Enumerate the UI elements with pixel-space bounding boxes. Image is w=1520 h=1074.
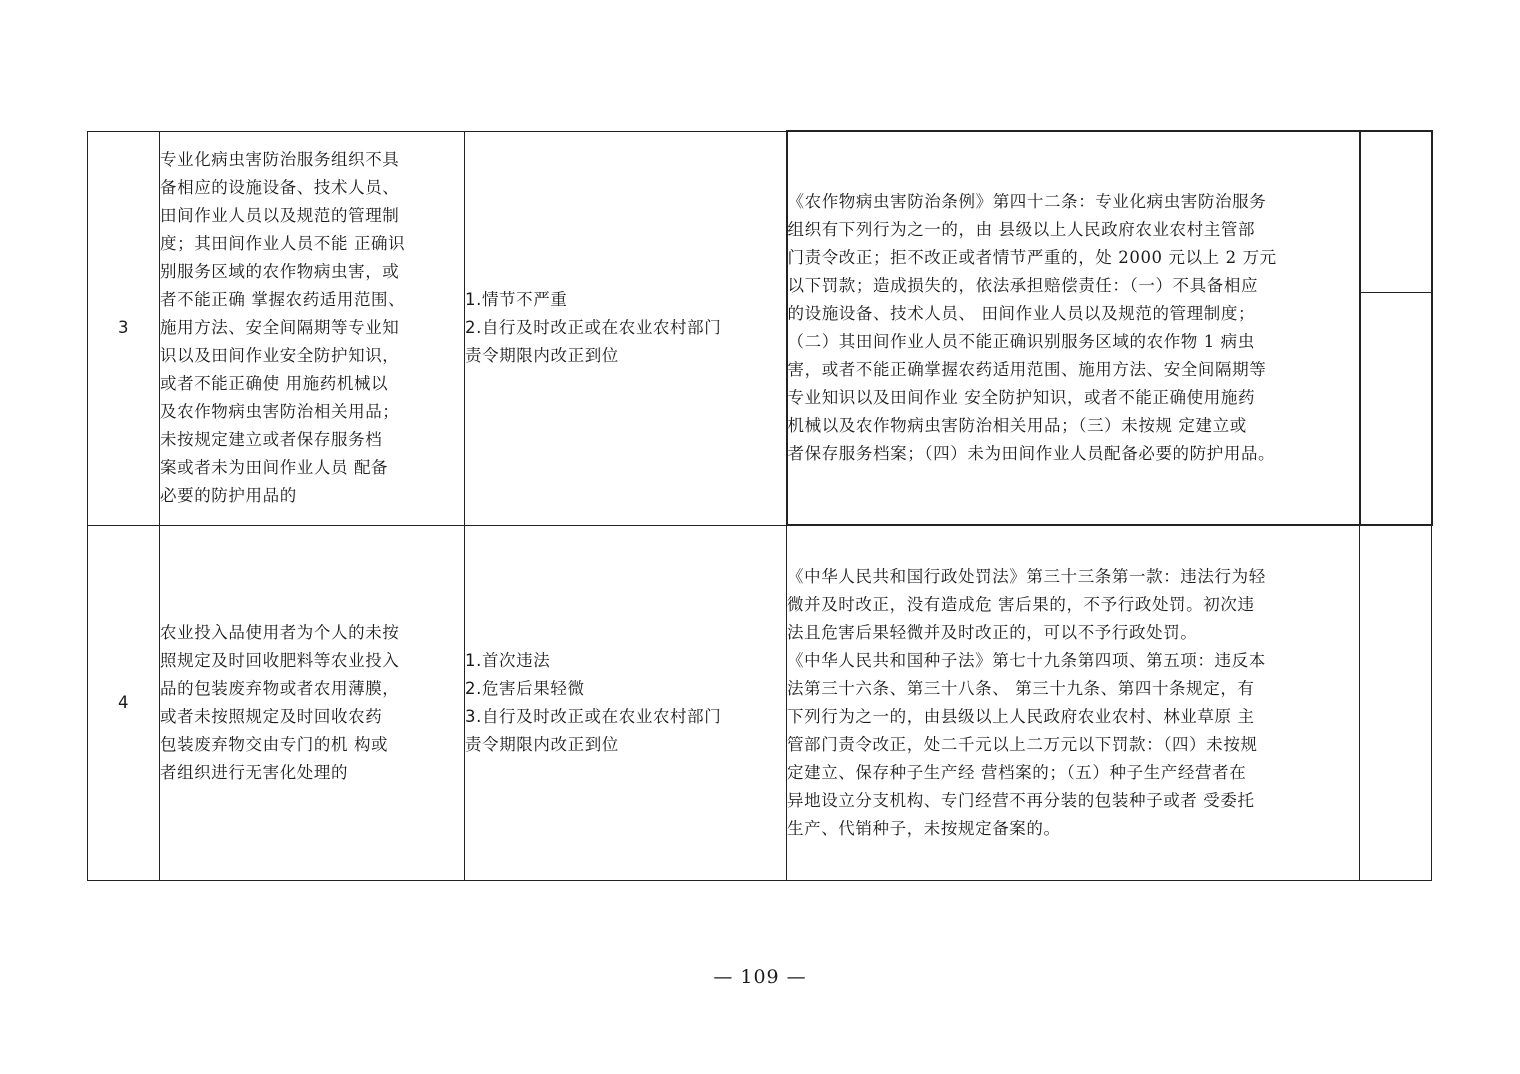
text-line: 别服务区域的农作物病虫害，或 (160, 262, 400, 281)
penalty-exemption-table (87, 130, 1433, 881)
text-line: 照规定及时回收肥料等农业投入 (160, 650, 400, 670)
table-row (88, 131, 1432, 525)
text-line: 《中华人民共和国行政处罚法》第三十三条第一款：违法行为轻 (787, 567, 1266, 586)
text-line: 《中华人民共和国种子法》第七十九条第四项、第五项：违反本 (787, 651, 1266, 670)
text-line: 或者不能正确使 用施药机械以 (160, 374, 389, 393)
text-line: 管部门责令改正，处二千元以上二万元以下罚款：（四）未按规 (787, 735, 1258, 754)
text-line: 品的包装废弃物或者农用薄膜， (160, 678, 400, 698)
text-line: 2.自行及时改正或在农业农村部门 (465, 318, 722, 337)
cell-divider (1361, 292, 1431, 293)
text-line: 以下罚款；造成损失的，依法承担赔偿责任：（一）不具备相应 (787, 276, 1259, 295)
row-number: 3 (88, 131, 160, 525)
text-line: 责令期限内改正到位 (465, 734, 619, 754)
text-line: 定建立、保存种子生产经 营档案的；（五）种子生产经营者在 (787, 763, 1247, 782)
text-line: 农业投入品使用者为个人的未按 (160, 622, 400, 642)
text-line: 《农作物病虫害防治条例》第四十二条：专业化病虫害防治服务 (787, 192, 1267, 211)
page-number: — 109 — (713, 966, 807, 988)
text-line: 法第三十六条、第三十八条、 第三十九条、第四十条规定，有 (787, 679, 1255, 698)
text-line: 或者未按照规定及时回收农药 (160, 706, 383, 726)
text-line: 组织有下列行为之一的，由 县级以上人民政府农业农村主管部 (787, 220, 1256, 239)
text-line: 者组织进行无害化处理的 (160, 762, 349, 782)
text-line: 责令期限内改正到位 (465, 346, 619, 365)
text-line: 及农作物病虫害防治相关用品； (160, 402, 400, 421)
legal-basis-cell (787, 131, 1360, 525)
legal-basis-cell (787, 525, 1360, 881)
text-line: 者不能正确 掌握农药适用范围、 (160, 290, 406, 309)
text-line: 3.自行及时改正或在农业农村部门 (465, 706, 722, 726)
remarks-cell (1360, 131, 1432, 525)
text-line: 专业化病虫害防治服务组织不具 (160, 150, 400, 169)
text-line: 未按规定建立或者保存服务档 (160, 430, 383, 449)
text-line: 案或者未为田间作业人员 配备 (160, 458, 389, 477)
text-line: 必要的防护用品的 (160, 486, 297, 505)
violation-description-cell (160, 131, 465, 525)
text-line: 1.情节不严重 (465, 290, 568, 309)
text-line: 备相应的设施设备、技术人员、 (160, 178, 400, 197)
table-row (88, 525, 1432, 881)
text-line: 的设施设备、技术人员、 田间作业人员以及规范的管理制度； (787, 304, 1256, 323)
text-line: 识以及田间作业安全防护知识， (160, 346, 400, 365)
text-line: 微并及时改正，没有造成危 害后果的，不予行政处罚。初次违 (787, 595, 1255, 614)
text-line: 门责令改正；拒不改正或者情节严重的，处 2000 元以上 2 万元 (787, 248, 1277, 267)
violation-description-cell (160, 525, 465, 881)
text-line: 2.危害后果轻微 (465, 678, 585, 698)
exemption-conditions-cell (465, 525, 787, 881)
text-line: 生产、代销种子，未按规定备案的。 (787, 819, 1061, 838)
text-line: 田间作业人员以及规范的管理制 (160, 206, 400, 225)
text-line: 专业知识以及田间作业 安全防护知识，或者不能正确使用施药 (787, 388, 1256, 407)
text-line: 下列行为之一的，由县级以上人民政府农业农村、林业草原 主 (787, 707, 1255, 726)
text-line: 异地设立分支机构、专门经营不再分装的包装种子或者 受委托 (787, 791, 1255, 810)
text-line: 害，或者不能正确掌握农药适用范围、施用方法、安全间隔期等 (787, 360, 1267, 379)
text-line: 施用方法、安全间隔期等专业知 (160, 318, 400, 337)
text-line: 机械以及农作物病虫害防治相关用品；（三）未按规 定建立或 (787, 416, 1247, 435)
text-line: 者保存服务档案；（四）未为田间作业人员配备必要的防护用品。 (787, 444, 1276, 463)
remarks-cell (1360, 525, 1432, 881)
text-line: 法且危害后果轻微并及时改正的，可以不予行政处罚。 (787, 623, 1198, 642)
text-line: 包装废弃物交由专门的机 构或 (160, 734, 389, 754)
text-line: 1.首次违法 (465, 650, 551, 670)
exemption-conditions-cell (465, 131, 787, 525)
row-number: 4 (88, 525, 160, 881)
text-line: （二）其田间作业人员不能正确识别服务区域的农作物 1 病虫 (787, 332, 1255, 351)
text-line: 度；其田间作业人员不能 正确识 (160, 234, 406, 253)
